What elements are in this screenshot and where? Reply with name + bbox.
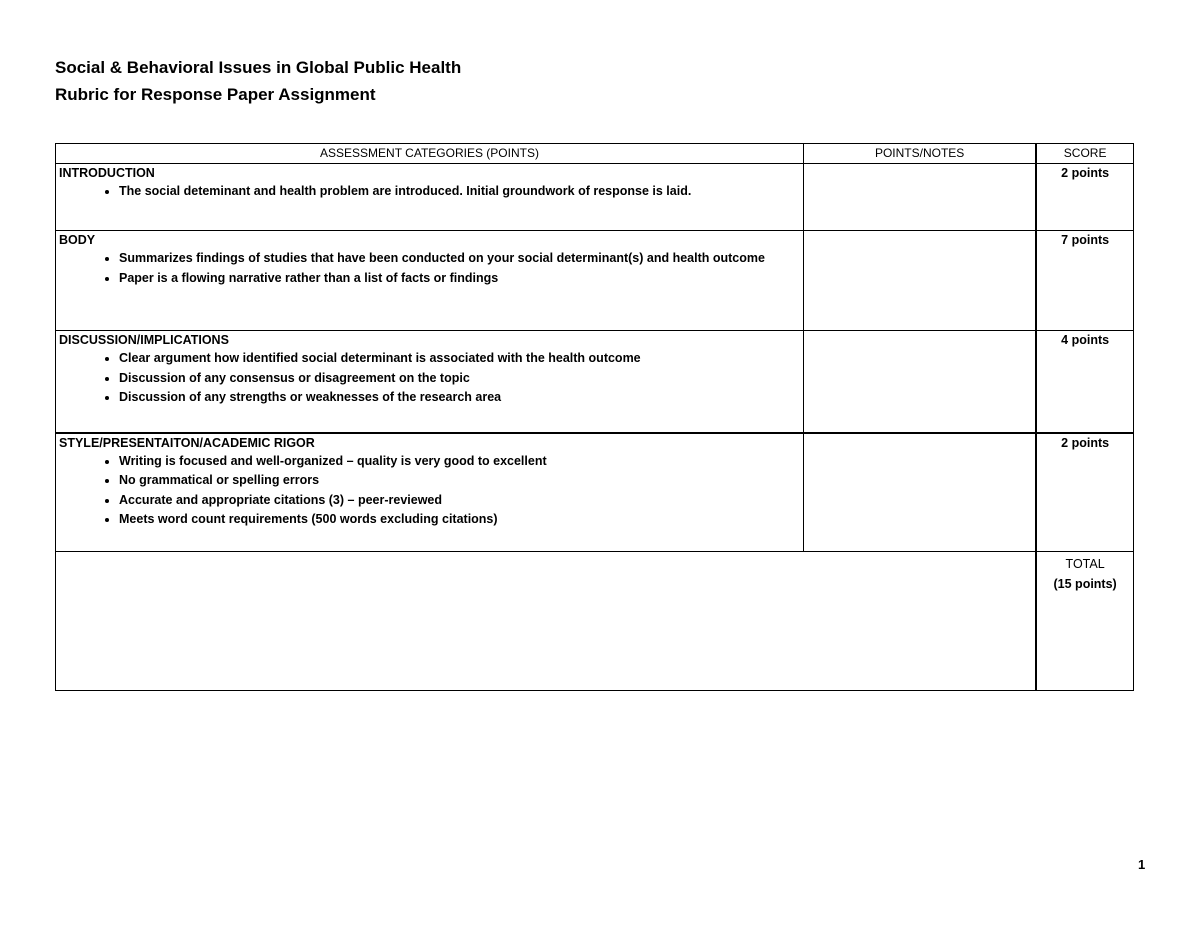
total-notes-cell	[56, 552, 1037, 691]
criterion-item: • Clear argument how identified social determinant is associated with the health outcome	[119, 349, 800, 369]
criterion-item: • The social deteminant and health problem are introduced. Initial groundwork of response is laid.	[119, 182, 800, 202]
score-cell: 4 points	[1036, 331, 1133, 433]
criterion-item: • Discussion of any consensus or disagreement on the topic	[119, 369, 800, 389]
criterion-item: • Writing is focused and well-organized – quality is very good to excellent	[119, 452, 800, 472]
notes-cell	[804, 331, 1037, 433]
category-label: STYLE/PRESENTAITON/ACADEMIC RIGOR	[59, 435, 315, 450]
criterion-item: • Paper is a flowing narrative rather than a list of facts or findings	[119, 269, 800, 289]
total-row	[56, 552, 1134, 691]
table-row	[56, 433, 1134, 552]
header-row	[56, 144, 1134, 164]
notes-cell	[804, 433, 1037, 552]
category-label: BODY	[59, 233, 96, 247]
criterion-item: • Summarizes findings of studies that have been conducted on your social determinant(s) and health outcome	[119, 249, 800, 269]
table-row	[56, 331, 1134, 433]
category-cell	[56, 433, 804, 552]
rubric-table	[55, 143, 1134, 691]
total-points: (15 points)	[1053, 577, 1117, 591]
document-title: Social & Behavioral Issues in Global Public Health	[55, 58, 462, 77]
page-number: 1	[1138, 857, 1146, 872]
category-cell	[56, 331, 804, 433]
total-label: TOTAL	[1065, 557, 1105, 571]
score-cell: 2 points	[1036, 164, 1133, 231]
category-label: INTRODUCTION	[59, 166, 155, 180]
header-notes: POINTS/NOTES	[804, 144, 1037, 164]
criterion-item: • Discussion of any strengths or weaknesses of the research area	[119, 388, 800, 408]
score-cell: 2 points	[1036, 433, 1133, 552]
criterion-item: • No grammatical or spelling errors	[119, 471, 800, 491]
table-row	[56, 164, 1134, 231]
header-categories: ASSESSMENT CATEGORIES (POINTS)	[56, 144, 804, 164]
document-subtitle: Rubric for Response Paper Assignment	[55, 85, 376, 104]
criterion-item: • Accurate and appropriate citations (3) – peer-reviewed	[119, 491, 800, 511]
category-label: DISCUSSION/IMPLICATIONS	[59, 333, 229, 347]
score-cell: 7 points	[1036, 231, 1133, 331]
notes-cell	[804, 164, 1037, 231]
total-cell	[1036, 552, 1133, 691]
criterion-item: • Meets word count requirements (500 words excluding citations)	[119, 510, 800, 530]
header-score: SCORE	[1036, 144, 1133, 164]
table-row	[56, 231, 1134, 331]
category-cell	[56, 231, 804, 331]
category-cell	[56, 164, 804, 231]
notes-cell	[804, 231, 1037, 331]
